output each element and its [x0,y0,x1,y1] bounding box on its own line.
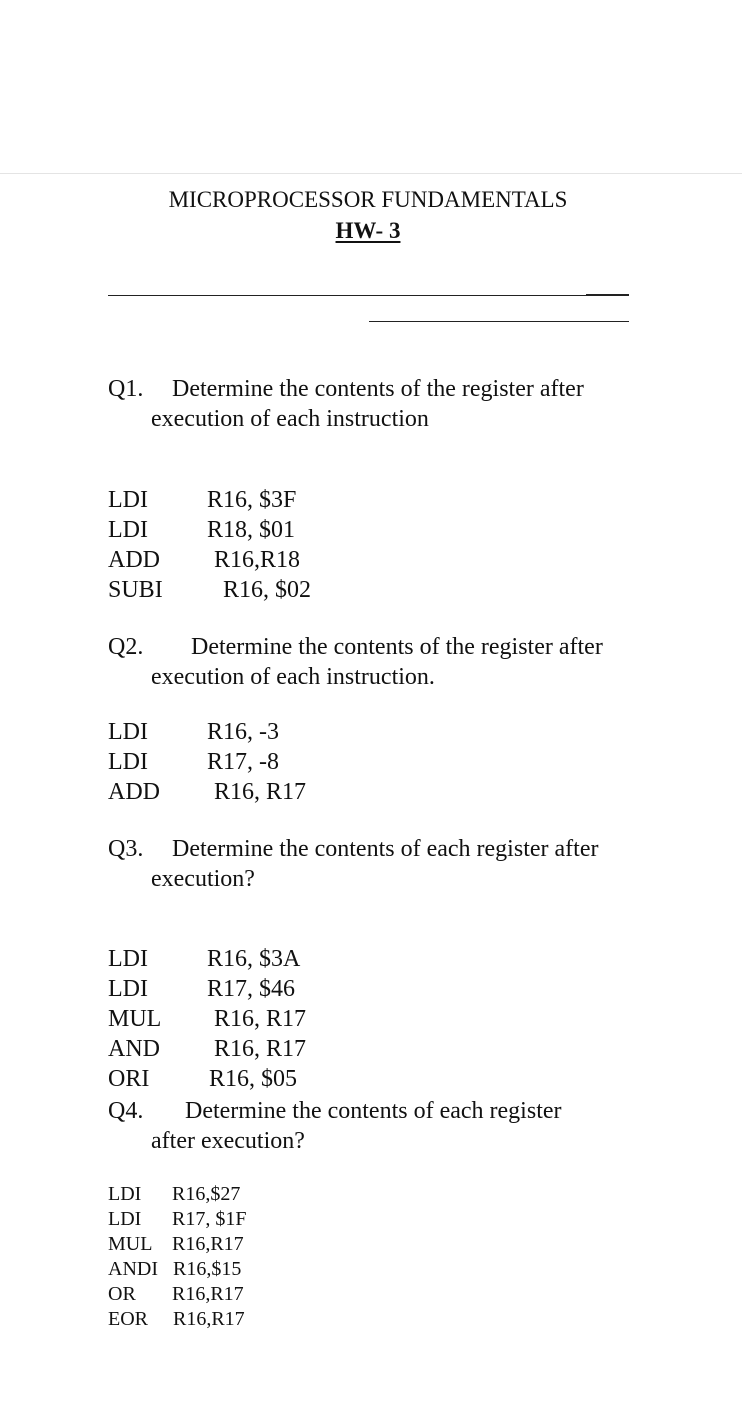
homework-title [0,218,736,244]
course-title: MICROPROCESSOR FUNDAMENTALS [168,187,568,212]
q1-prompt-line1: Determine the contents of the register after [172,376,584,402]
q4-op-3: MUL [108,1233,153,1255]
q4-args-1: R16,$27 [172,1183,241,1205]
q3-op-1: LDI [108,946,148,972]
q4-args-4: R16,$15 [173,1258,242,1280]
q2-prompt-line1: Determine the contents of the register after [191,634,603,660]
q1-op-2: LDI [108,517,148,543]
q3-op-4: AND [108,1036,160,1062]
q1-args-4: R16, $02 [223,577,312,603]
q4-op-1: LDI [108,1183,142,1205]
q3-op-5: ORI [108,1066,150,1092]
id-line [369,321,629,322]
q4-prompt-line2: after execution? [151,1128,305,1154]
q3-op-3: MUL [108,1006,162,1032]
q4-op-5: OR [108,1283,136,1305]
name-line [108,295,586,296]
q4-op-2: LDI [108,1208,142,1230]
q2-args-1: R16, -3 [207,719,279,745]
q4-args-5: R16,R17 [172,1283,244,1305]
q1-prompt-line2: execution of each instruction [151,406,429,432]
q3-args-4: R16, R17 [214,1036,307,1062]
q4-args-3: R16,R17 [172,1233,244,1255]
q1-op-1: LDI [108,487,148,513]
q1-op-4: SUBI [108,577,163,603]
q3-args-2: R17, $46 [207,976,296,1002]
q2-op-1: LDI [108,719,148,745]
q3-prompt-line1: Determine the contents of each register after [172,836,599,862]
name-line-end [586,294,629,296]
q2-args-3: R16, R17 [214,779,307,805]
q3-args-1: R16, $3A [207,946,301,972]
q2-number: Q2. [108,634,144,660]
q4-number: Q4. [108,1098,144,1124]
q4-args-2: R17, $1F [172,1208,247,1230]
q2-op-3: ADD [108,779,160,805]
q3-op-2: LDI [108,976,148,1002]
q1-args-3: R16,R18 [214,547,301,573]
q1-args-2: R18, $01 [207,517,296,543]
q3-args-5: R16, $05 [209,1066,298,1092]
q4-prompt-line1: Determine the contents of each register [185,1098,562,1124]
blank-header-area [0,0,742,174]
q2-args-2: R17, -8 [207,749,279,775]
q4-args-6: R16,R17 [173,1308,245,1330]
homework-title-text: HW- 3 [335,218,401,243]
q3-prompt-line2: execution? [151,866,255,892]
q1-number: Q1. [108,376,144,402]
q4-op-4: ANDI [108,1258,158,1280]
q1-args-1: R16, $3F [207,487,297,513]
q2-prompt-line2: execution of each instruction. [151,664,435,690]
q4-op-6: EOR [108,1308,148,1330]
q1-op-3: ADD [108,547,160,573]
q3-number: Q3. [108,836,144,862]
q2-op-2: LDI [108,749,148,775]
q3-args-3: R16, R17 [214,1006,307,1032]
